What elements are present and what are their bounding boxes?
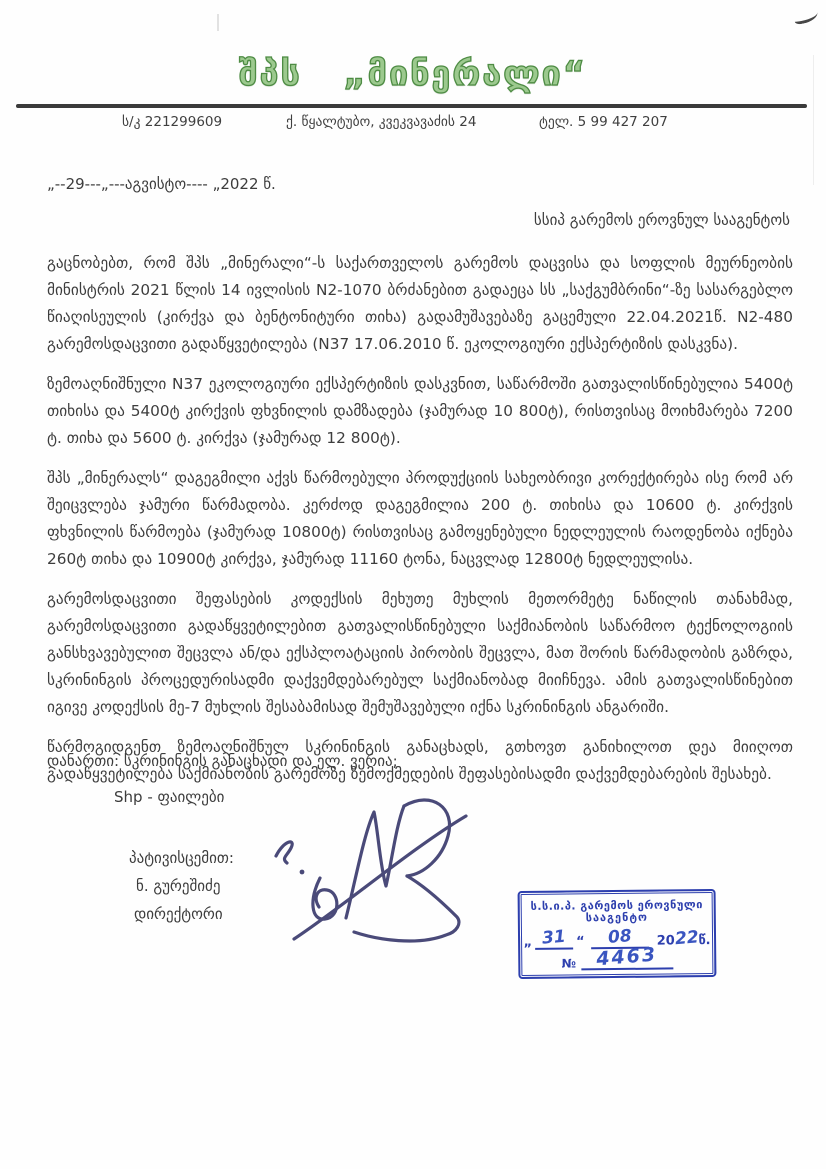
registration-stamp — [518, 889, 717, 979]
signatory-position: დირექტორი — [134, 905, 223, 923]
stamp-month-handwritten: 08 — [607, 926, 633, 948]
company-address: ქ. წყალტუბო, კვეკვავაძის 24 — [286, 114, 477, 130]
handwritten-signature — [260, 786, 475, 961]
paragraph-1: გაცნობებთ, რომ შპს „მინერალი“-ს საქართველოს გარემოს დაცვისა და სოფლის მეურნეობის მინისტრის 2021 წლის 14 ივლისის N2-1070 ბრძანებით გადაეცა სს „საქგუმბრინი“-ზე სასარგებლო წიაღისეულის (კირქვა და ბენტონიტური თიხა) გადამუშავებაზე გაცემული 22.04.2021წ. N2-480 გარემოსდაცვითი გადაწყვეტილება (N37 17.06.2010 წ. ეკოლოგიური ექსპერტიზის დასკვნა). — [47, 254, 793, 353]
stamp-close-quote: “ — [576, 934, 585, 950]
paragraph-4: გარემოსდაცვითი შეფასების კოდექსის მეხუთე მუხლის მეთორმეტე ნაწილის თანახმად, გარემოსდაცვითი გადაწყვეტილებით გათვალისწინებული საქმიანობის საწარმოო ტექნოლოგიის განსხვავებულით შეცვლა ან/და ექსპლოატაციის პირობის შეცვლა, მათ შორის წარმადობის გაზრდა, სკრინინგის პროცედურისადმი დაქვემდებარებულ საქმიანობად მიიჩნევა. ამის გათვალისწინებით იგივე კოდექსის მე-7 მუხლის შესაბამისად შემუშავებული იქნა სკრინინგის ანგარიში. — [47, 590, 793, 716]
stamp-org-line1: ს.ს.ი.პ. გარემოს ეროვნული — [530, 898, 703, 913]
company-title: შპს „მინერალი“ — [238, 54, 588, 94]
letter-body — [47, 250, 793, 801]
stamp-day-field — [535, 927, 573, 949]
signatory-name: ნ. გურეშიძე — [136, 877, 221, 895]
paragraph-5: წარმოგიდგენთ ზემოაღნიშნულ სკრინინგის განაცხადს, გთხოვთ განიხილოთ დეა მიიღოთ გადაწყვეტილება საქმიანობის გარემოზე ზემოქმედების შეფასებისადმი დაქვემდებარების შესახებ. — [47, 738, 793, 783]
paragraph-2: ზემოაღნიშნული N37 ეკოლოგიური ექსპერტიზის დასკვნით, საწარმოში გათვალისწინებულია 5400ტ თიხისა და 5400ტ კირქვის ფხვნილის დამზადება (ჯამურად 10 800ტ), რისთვისაც მოიხმარება 7200 ტ. თიხა და 5600 ტ. კირქვა (ჯამურად 12 800ტ). — [47, 375, 793, 447]
stamp-day-handwritten: 31 — [541, 926, 567, 949]
paragraph-3: შპს „მინერალს“ დაგეგმილი აქვს წარმოებული პროდუქციის სახეობრივი კორექტირება ისე რომ არ შეიცვლება ჯამური წარმადობა. კერძოდ დაგეგმილია 200 ტ. თიხისა და 10600 ტ. კირქვის ფხვნილის წარმოება (ჯამურად 10800ტ) რისთვისაც გამოყენებული ნედლეულის რაოდენობა იქნება 260ტ თიხა და 10900ტ კირქვა, ჯამურად 11160 ტონა, ნაცვლად 12800ტ ნედლეულისა. — [47, 469, 793, 568]
letter-addressee: სსიპ გარემოს ეროვნულ სააგენტოს — [533, 211, 790, 229]
stamp-org-line2: სააგენტო — [585, 910, 649, 925]
company-id: ს/კ 221299609 — [122, 114, 223, 130]
company-phone: ტელ. 5 99 427 207 — [539, 114, 668, 130]
stamp-year-handwritten: 22 — [673, 927, 700, 950]
scan-artifact-vertical-line — [217, 14, 219, 31]
shp-files-note: Shp - ფაილები — [114, 788, 225, 806]
stamp-number-label: № — [561, 956, 577, 971]
letter-date: „--29---„---აგვისტო---- „2022 წ. — [47, 175, 276, 193]
scan-artifact-corner-mark — [793, 9, 819, 25]
stamp-year-printed: 20 — [656, 933, 675, 949]
stamp-open-quote: „ — [523, 934, 533, 950]
attachment-note: დანართი: სკრინინგის განაცხადი და ელ. ვერია; — [47, 752, 398, 770]
letterhead-divider — [16, 104, 807, 108]
stamp-year-suffix: წ. — [698, 933, 711, 949]
closing-respect: პატივისცემით: — [129, 849, 234, 867]
stamp-number-handwritten: 4463 — [595, 943, 659, 971]
stamp-number-field — [581, 945, 673, 970]
